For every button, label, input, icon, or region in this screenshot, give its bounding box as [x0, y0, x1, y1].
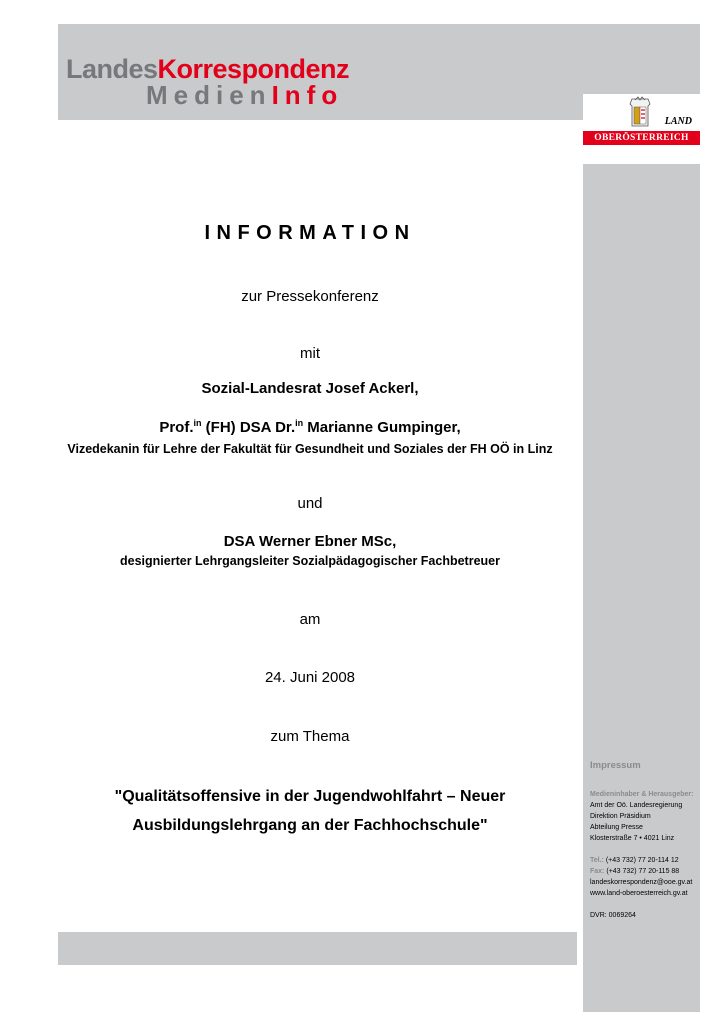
event-date: 24. Juni 2008 [264, 669, 356, 686]
document-title: INFORMATION [204, 222, 416, 244]
und-text: und [297, 495, 323, 512]
intro-text: zur Pressekonferenz [241, 288, 379, 305]
email-link[interactable]: landeskorrespondenz@ooe.gv.at [590, 879, 693, 886]
speaker-gumpinger-name: Marianne Gumpinger, [303, 419, 461, 436]
speaker-ebner-role: designierter Lehrgangsleiter Sozialpädagogischer Fachbetreuer [120, 554, 500, 568]
logo-info: Info [271, 80, 344, 110]
owner-label: Medieninhaber & Herausgeber: [590, 791, 694, 798]
impressum-contact [590, 855, 698, 899]
logo-korrespondenz: Korrespondenz [157, 54, 350, 84]
impressum-title: Impressum [590, 760, 641, 771]
land-word: LAND [664, 116, 692, 127]
speaker-gumpinger-role: Vizedekanin für Lehre der Fakultät für Gesundheit und Soziales der FH OÖ in Linz [67, 442, 553, 456]
fax-value: (+43 732) 77 20-115 88 [606, 868, 680, 875]
speaker-gumpinger-mid: (FH) DSA Dr. [201, 419, 296, 436]
owner-line: Direktion Präsidium [590, 813, 651, 820]
dvr-number: DVR: 0069264 [590, 912, 636, 919]
speaker-gumpinger-sup1: in [193, 418, 202, 428]
logo-medien: Medien [146, 80, 272, 110]
fax-label: Fax: [590, 868, 605, 875]
oberoesterreich-bar: OBERÖSTERREICH [583, 131, 700, 145]
owner-line: Klosterstraße 7 • 4021 Linz [590, 835, 675, 842]
coat-of-arms-icon [623, 96, 657, 130]
impressum [590, 760, 698, 921]
mit-text: mit [300, 345, 320, 362]
speaker-gumpinger-prefix: Prof. [159, 419, 194, 436]
fax-row [590, 866, 698, 877]
landeskorrespondenz-logo [66, 56, 349, 83]
impressum-owner [590, 789, 698, 844]
medieninfo-logo [146, 82, 343, 108]
logo-landes: Landes [66, 54, 158, 84]
thema-label: zum Thema [270, 728, 350, 745]
tel-label: Tel.: [590, 857, 604, 864]
web-link[interactable]: www.land-oberoesterreich.gv.at [590, 890, 688, 897]
speaker-ebner: DSA Werner Ebner MSc, [223, 533, 397, 550]
speaker-ackerl: Sozial-Landesrat Josef Ackerl, [201, 380, 419, 397]
tel-row [590, 855, 698, 866]
owner-line: Amt der Oö. Landesregierung [590, 802, 683, 809]
land-oberoesterreich-logo [583, 94, 700, 164]
am-text: am [299, 611, 321, 628]
speaker-gumpinger-sup2: in [295, 418, 304, 428]
tel-value: (+43 732) 77 20-114 12 [605, 857, 679, 864]
speaker-gumpinger [58, 418, 562, 436]
footer-band [58, 932, 577, 965]
owner-line: Abteilung Presse [590, 824, 643, 831]
press-topic: "Qualitätsoffensive in der Jugendwohlfahrt – Neuer Ausbildungslehrgang an der Fachhochschule" [114, 788, 506, 834]
